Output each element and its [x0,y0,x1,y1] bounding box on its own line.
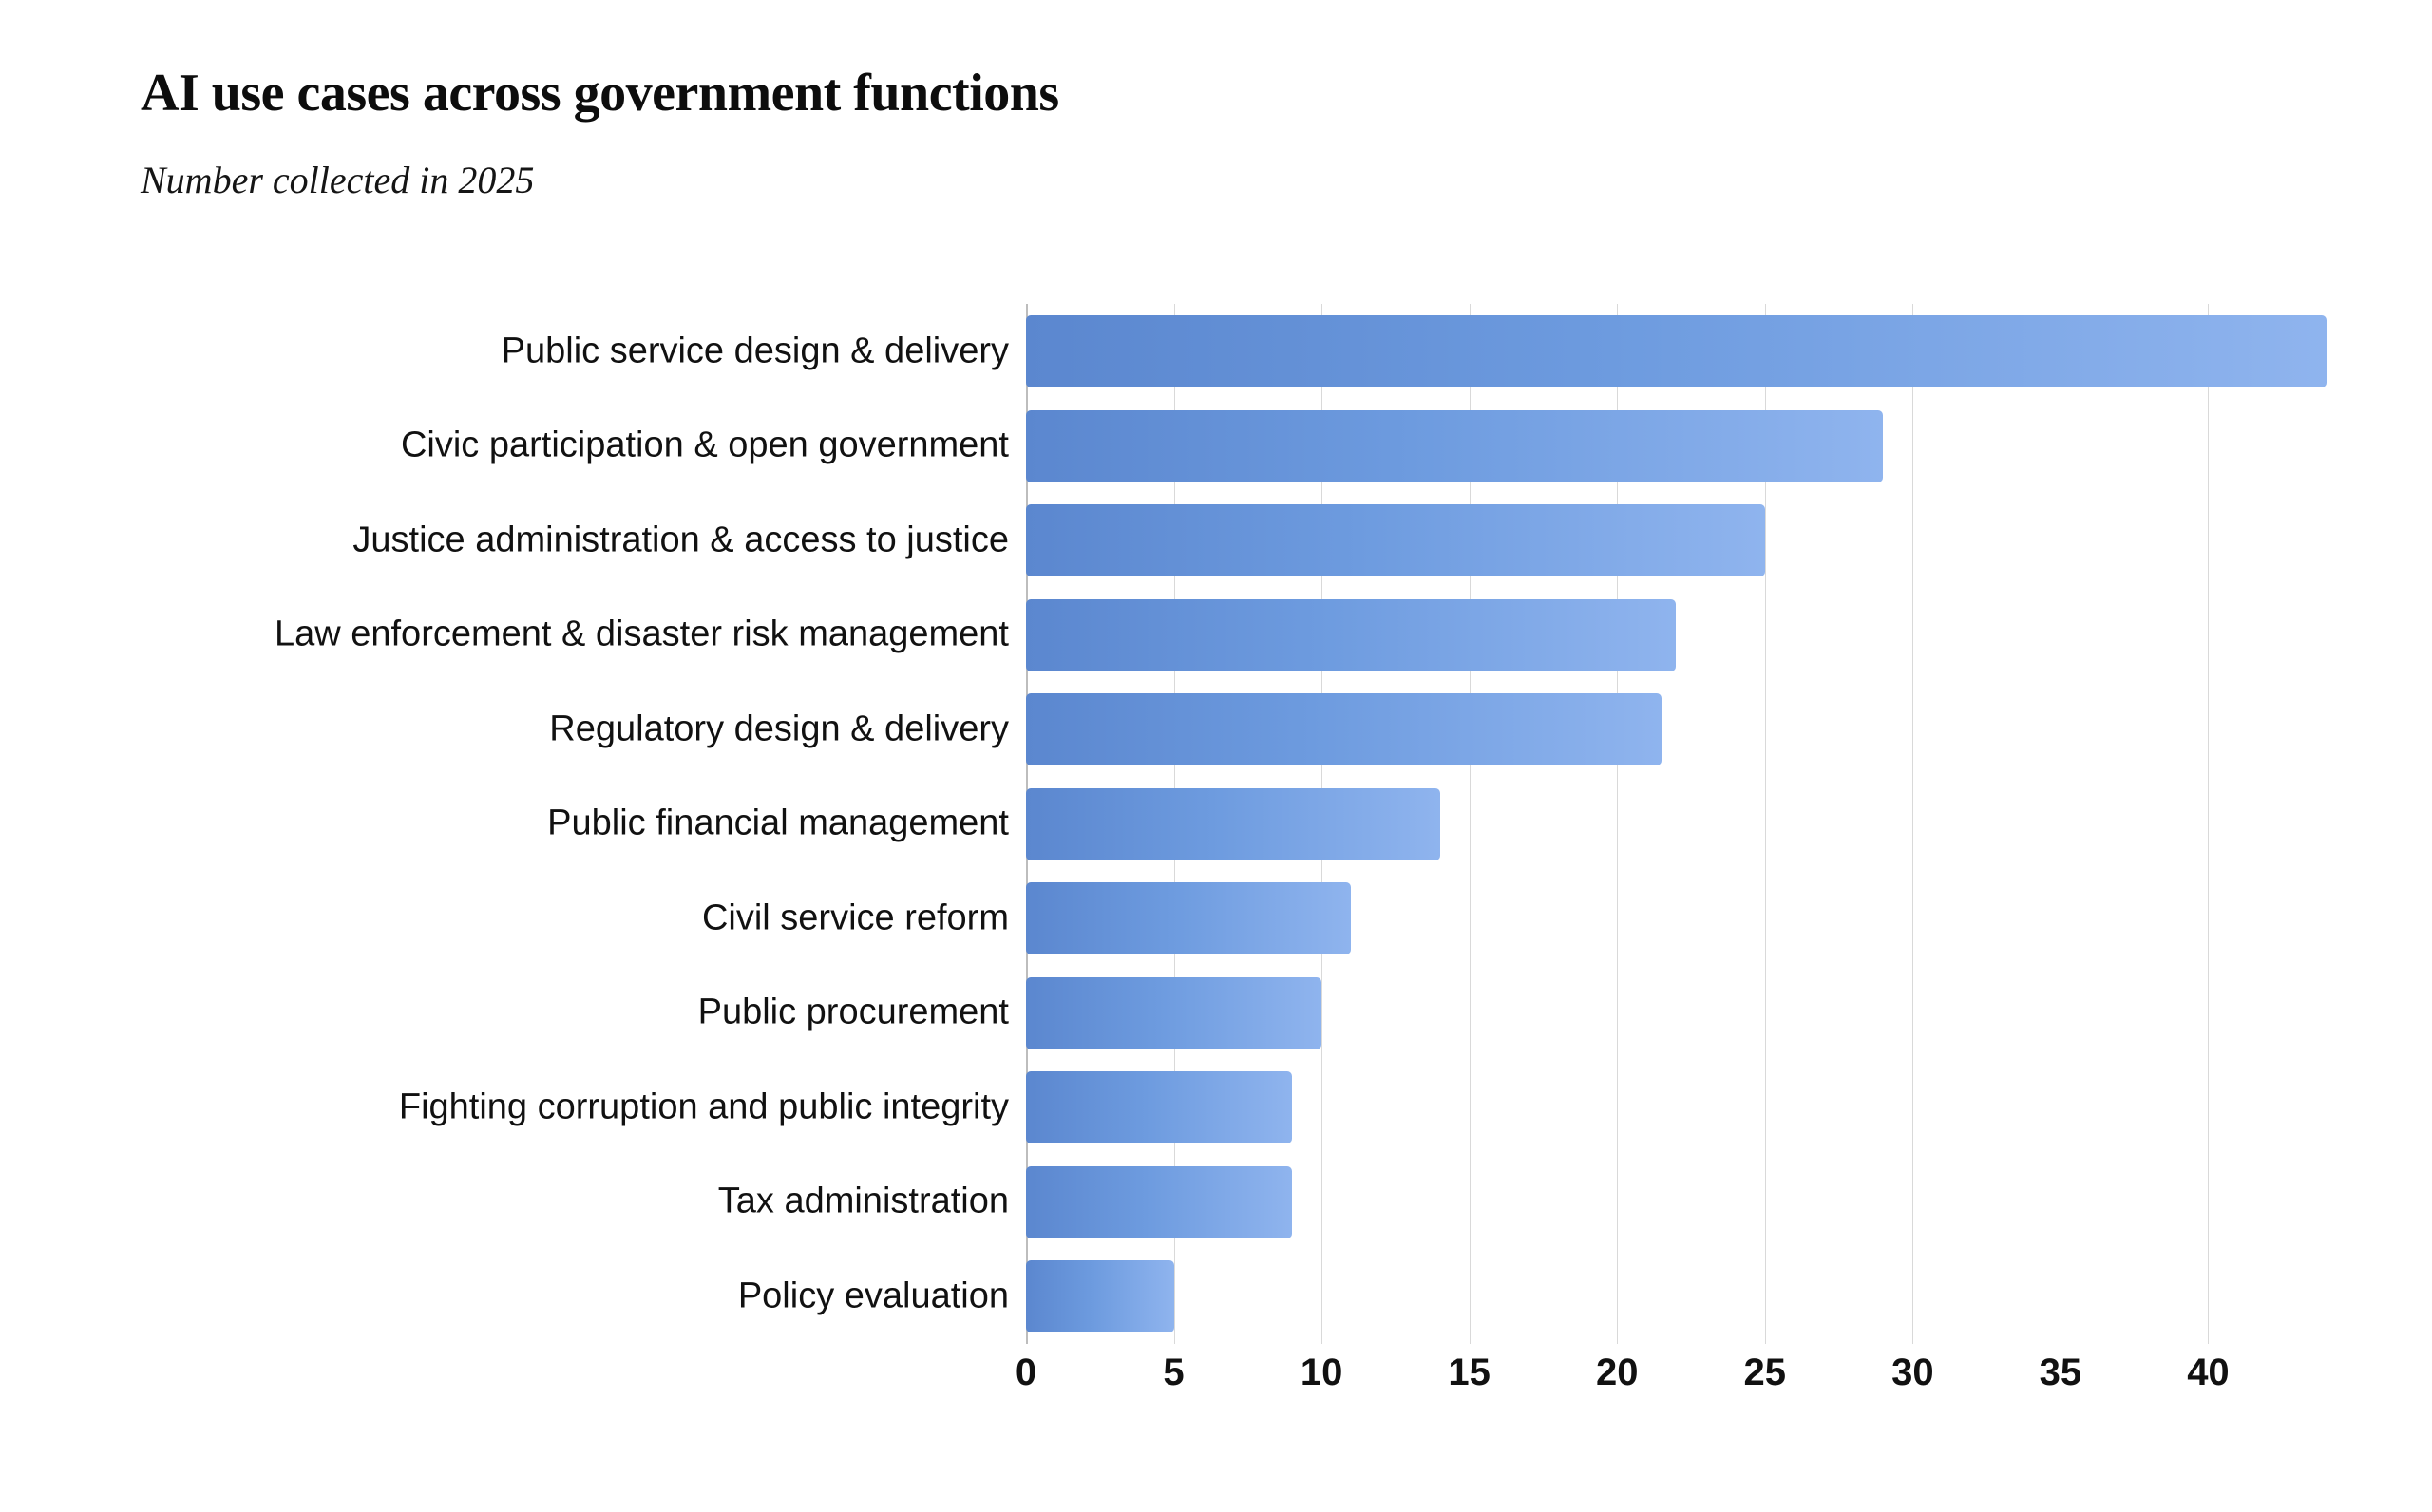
bar[interactable] [1026,1166,1292,1238]
bar[interactable] [1026,788,1440,860]
bar[interactable] [1026,599,1676,671]
bar-row [549,682,2356,777]
x-tick-label: 0 [1015,1351,1037,1393]
bar[interactable] [1026,882,1351,954]
bar-row [352,493,2356,588]
category-label: Tax administration [717,1181,1009,1221]
page-title: AI use cases across government functions [141,64,1059,123]
bar-row [274,588,2356,683]
bar[interactable] [1026,1071,1292,1143]
x-tick-label: 5 [1163,1351,1185,1393]
category-label: Policy evaluation [737,1276,1009,1316]
plot-area [274,304,2356,1393]
category-label: Civic participation & open government [400,425,1009,465]
x-tick-label: 30 [1891,1351,1934,1393]
chart-subtitle: Number collected in 2025 [141,159,535,201]
category-label: Regulatory design & delivery [549,709,1009,749]
category-label: Civil service reform [701,898,1009,938]
category-label: Fighting corruption and public integrity [398,1087,1009,1127]
bar-series [274,304,2356,1344]
bar-row [697,966,2356,1061]
bar-row [501,304,2356,399]
category-label: Law enforcement & disaster risk management [274,614,1009,654]
x-tick-label: 15 [1448,1351,1491,1393]
category-label: Public procurement [697,992,1009,1032]
bar-row [701,871,2356,966]
bar-row [400,399,2356,494]
category-label: Justice administration & access to justice [352,520,1009,560]
bar-row [717,1155,2356,1250]
x-tick-label: 35 [2039,1351,2082,1393]
x-tick-label: 20 [1595,1351,1639,1393]
bar[interactable] [1026,315,2327,387]
bar[interactable] [1026,977,1321,1049]
bar[interactable] [1026,504,1765,576]
bar-row [737,1249,2356,1344]
bar-row [398,1060,2356,1155]
category-label: Public financial management [547,803,1009,843]
bar[interactable] [1026,693,1662,765]
category-label: Public service design & delivery [501,331,1009,371]
x-tick-label: 10 [1300,1351,1343,1393]
x-tick-label: 25 [1743,1351,1787,1393]
x-tick-label: 40 [2187,1351,2230,1393]
bar[interactable] [1026,1260,1174,1332]
x-axis [1015,1344,2356,1401]
bar-row [547,777,2356,872]
bar[interactable] [1026,410,1883,482]
